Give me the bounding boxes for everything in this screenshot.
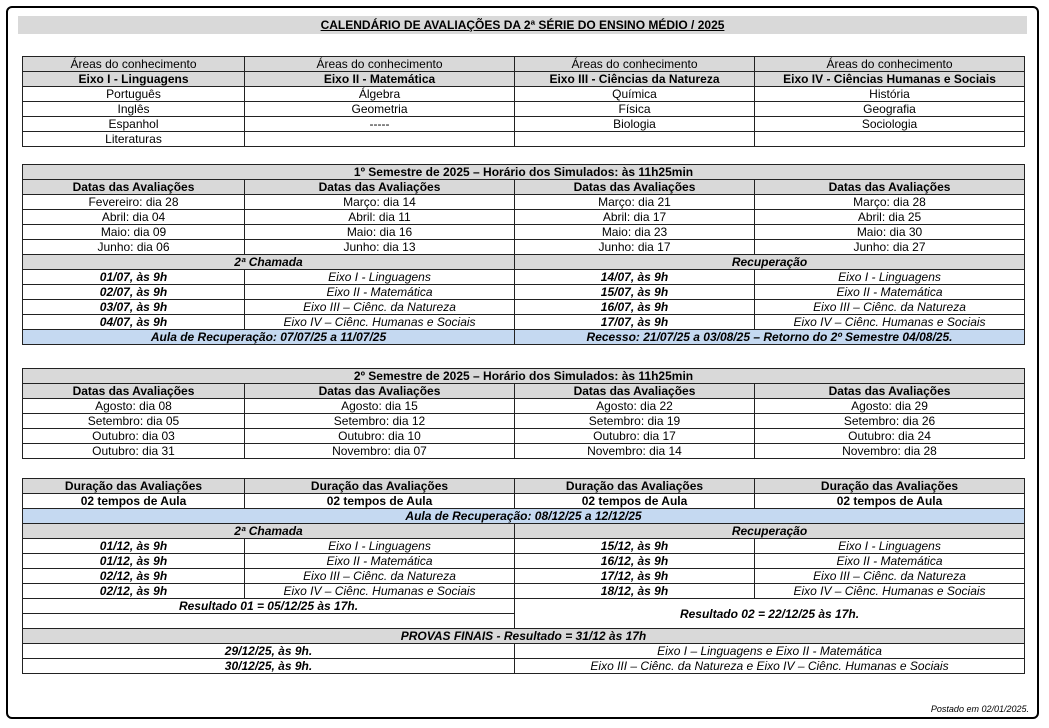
date-cell: Junho: dia 17	[515, 240, 755, 255]
areas-header: Áreas do conhecimento	[245, 57, 515, 72]
subject-cell: Português	[23, 87, 245, 102]
duracao-header-row	[23, 479, 1025, 494]
dates-header: Datas das Avaliações	[755, 180, 1025, 195]
subject-cell	[515, 132, 755, 147]
date-cell: Abril: dia 25	[755, 210, 1025, 225]
recuperacao-date: 16/07, às 9h	[515, 300, 755, 315]
recuperacao-date: 16/12, às 9h	[515, 554, 755, 569]
date-cell: Maio: dia 09	[23, 225, 245, 240]
chamada-header-row	[23, 524, 1025, 539]
chamada-label: 2ª Chamada	[23, 524, 515, 539]
subject-cell: Biologia	[515, 117, 755, 132]
date-cell: Agosto: dia 22	[515, 399, 755, 414]
table-row	[23, 569, 1025, 584]
date-cell: Março: dia 28	[755, 195, 1025, 210]
date-cell: Junho: dia 06	[23, 240, 245, 255]
dates-header: Datas das Avaliações	[755, 384, 1025, 399]
table-row	[23, 399, 1025, 414]
recuperacao-eixo: Eixo I - Linguagens	[755, 539, 1025, 554]
chamada-header-row	[23, 255, 1025, 270]
chamada-eixo: Eixo III – Ciênc. da Natureza	[245, 569, 515, 584]
recuperacao-eixo: Eixo III – Ciênc. da Natureza	[755, 569, 1025, 584]
table-row	[23, 117, 1025, 132]
chamada-date: 03/07, às 9h	[23, 300, 245, 315]
date-cell: Outubro: dia 10	[245, 429, 515, 444]
sem2-title: 2º Semestre de 2025 – Horário dos Simulados: às 11h25min	[23, 369, 1025, 384]
date-cell: Abril: dia 11	[245, 210, 515, 225]
recuperacao-date: 15/12, às 9h	[515, 539, 755, 554]
subject-cell: Geometria	[245, 102, 515, 117]
chamada-date: 02/12, às 9h	[23, 584, 245, 599]
duracao-value: 02 tempos de Aula	[515, 494, 755, 509]
duracao-value: 02 tempos de Aula	[23, 494, 245, 509]
table-row	[23, 644, 1025, 659]
dates-header: Datas das Avaliações	[515, 384, 755, 399]
date-cell: Setembro: dia 05	[23, 414, 245, 429]
recuperacao-eixo: Eixo I - Linguagens	[755, 270, 1025, 285]
subject-cell: Química	[515, 87, 755, 102]
dates-header: Datas das Avaliações	[23, 180, 245, 195]
chamada-eixo: Eixo I - Linguagens	[245, 539, 515, 554]
areas-table	[22, 56, 1025, 147]
date-cell: Maio: dia 16	[245, 225, 515, 240]
resultado-02: Resultado 02 = 22/12/25 às 17h.	[515, 599, 1025, 629]
areas-header-row	[23, 57, 1025, 72]
date-cell: Agosto: dia 08	[23, 399, 245, 414]
eixo-label: Eixo III - Ciências da Natureza	[515, 72, 755, 87]
resultado-row	[23, 599, 1025, 614]
date-cell: Outubro: dia 17	[515, 429, 755, 444]
recuperacao-eixo: Eixo II - Matemática	[755, 285, 1025, 300]
table-row	[23, 300, 1025, 315]
table-row	[23, 659, 1025, 674]
table-row	[23, 584, 1025, 599]
subject-cell: Espanhol	[23, 117, 245, 132]
dates-header: Datas das Avaliações	[245, 384, 515, 399]
duracao-value: 02 tempos de Aula	[245, 494, 515, 509]
recuperacao-label: Recuperação	[515, 255, 1025, 270]
aula-recuperacao-row	[23, 509, 1025, 524]
sem1-title-row	[23, 165, 1025, 180]
eixo-row	[23, 72, 1025, 87]
table-row	[23, 132, 1025, 147]
table-row	[23, 554, 1025, 569]
recuperacao-eixo: Eixo IV – Ciênc. Humanas e Sociais	[755, 315, 1025, 330]
table-row	[23, 444, 1025, 459]
duracao-table	[22, 478, 1025, 674]
recuperacao-date: 17/12, às 9h	[515, 569, 755, 584]
table-row	[23, 270, 1025, 285]
chamada-date: 02/07, às 9h	[23, 285, 245, 300]
resultado-01: Resultado 01 = 05/12/25 às 17h.	[23, 599, 515, 614]
subject-cell: -----	[245, 117, 515, 132]
provas-finais-row	[23, 629, 1025, 644]
subject-cell: Inglês	[23, 102, 245, 117]
table-row	[23, 240, 1025, 255]
sem1-title: 1º Semestre de 2025 – Horário dos Simulados: às 11h25min	[23, 165, 1025, 180]
date-cell: Setembro: dia 26	[755, 414, 1025, 429]
recesso: Recesso: 21/07/25 a 03/08/25 – Retorno do 2º Semestre 04/08/25.	[515, 330, 1025, 345]
recesso-row	[23, 330, 1025, 345]
subject-cell: História	[755, 87, 1025, 102]
duracao-header: Duração das Avaliações	[515, 479, 755, 494]
table-row	[23, 315, 1025, 330]
page-title: CALENDÁRIO DE AVALIAÇÕES DA 2ª SÉRIE DO ENSINO MÉDIO / 2025	[18, 16, 1027, 34]
final-eixo: Eixo III – Ciênc. da Natureza e Eixo IV – Ciênc. Humanas e Sociais	[515, 659, 1025, 674]
final-date: 30/12/25, às 9h.	[23, 659, 515, 674]
chamada-eixo: Eixo I - Linguagens	[245, 270, 515, 285]
date-cell: Março: dia 21	[515, 195, 755, 210]
aula-recuperacao: Aula de Recuperação: 08/12/25 a 12/12/25	[23, 509, 1025, 524]
final-date: 29/12/25, às 9h.	[23, 644, 515, 659]
sem1-header-row	[23, 180, 1025, 195]
recuperacao-date: 18/12, às 9h	[515, 584, 755, 599]
date-cell: Outubro: dia 03	[23, 429, 245, 444]
subject-cell	[755, 132, 1025, 147]
areas-header: Áreas do conhecimento	[755, 57, 1025, 72]
chamada-date: 01/07, às 9h	[23, 270, 245, 285]
chamada-eixo: Eixo IV – Ciênc. Humanas e Sociais	[245, 315, 515, 330]
subject-cell: Geografia	[755, 102, 1025, 117]
subject-cell: Sociologia	[755, 117, 1025, 132]
chamada-eixo: Eixo III – Ciênc. da Natureza	[245, 300, 515, 315]
table-row	[23, 195, 1025, 210]
dates-header: Datas das Avaliações	[245, 180, 515, 195]
eixo-label: Eixo IV - Ciências Humanas e Sociais	[755, 72, 1025, 87]
date-cell: Setembro: dia 12	[245, 414, 515, 429]
sem2-title-row	[23, 369, 1025, 384]
chamada-label: 2ª Chamada	[23, 255, 515, 270]
subject-cell: Física	[515, 102, 755, 117]
chamada-date: 02/12, às 9h	[23, 569, 245, 584]
blank-cell	[23, 614, 515, 629]
date-cell: Maio: dia 30	[755, 225, 1025, 240]
duracao-header: Duração das Avaliações	[23, 479, 245, 494]
table-row	[23, 225, 1025, 240]
final-eixo: Eixo I – Linguagens e Eixo II - Matemática	[515, 644, 1025, 659]
table-row	[23, 285, 1025, 300]
table-row	[23, 414, 1025, 429]
date-cell: Novembro: dia 14	[515, 444, 755, 459]
duracao-header: Duração das Avaliações	[245, 479, 515, 494]
date-cell: Junho: dia 13	[245, 240, 515, 255]
duracao-value-row	[23, 494, 1025, 509]
date-cell: Abril: dia 17	[515, 210, 755, 225]
aula-recuperacao: Aula de Recuperação: 07/07/25 a 11/07/25	[23, 330, 515, 345]
areas-header: Áreas do conhecimento	[515, 57, 755, 72]
subject-cell: Álgebra	[245, 87, 515, 102]
date-cell: Agosto: dia 29	[755, 399, 1025, 414]
subject-cell	[245, 132, 515, 147]
dates-header: Datas das Avaliações	[23, 384, 245, 399]
date-cell: Outubro: dia 31	[23, 444, 245, 459]
recuperacao-date: 14/07, às 9h	[515, 270, 755, 285]
table-row	[23, 87, 1025, 102]
date-cell: Setembro: dia 19	[515, 414, 755, 429]
date-cell: Março: dia 14	[245, 195, 515, 210]
date-cell: Outubro: dia 24	[755, 429, 1025, 444]
table-row	[23, 102, 1025, 117]
date-cell: Maio: dia 23	[515, 225, 755, 240]
recuperacao-date: 17/07, às 9h	[515, 315, 755, 330]
sem2-header-row	[23, 384, 1025, 399]
posted-date: Postado em 02/01/2025.	[930, 704, 1029, 714]
table-row	[23, 539, 1025, 554]
chamada-eixo: Eixo II - Matemática	[245, 285, 515, 300]
chamada-eixo: Eixo II - Matemática	[245, 554, 515, 569]
chamada-date: 04/07, às 9h	[23, 315, 245, 330]
chamada-eixo: Eixo IV – Ciênc. Humanas e Sociais	[245, 584, 515, 599]
recuperacao-eixo: Eixo IV – Ciênc. Humanas e Sociais	[755, 584, 1025, 599]
duracao-header: Duração das Avaliações	[755, 479, 1025, 494]
table-row	[23, 429, 1025, 444]
recuperacao-label: Recuperação	[515, 524, 1025, 539]
date-cell: Junho: dia 27	[755, 240, 1025, 255]
sem2-table	[22, 368, 1025, 459]
chamada-date: 01/12, às 9h	[23, 554, 245, 569]
recuperacao-date: 15/07, às 9h	[515, 285, 755, 300]
subject-cell: Literaturas	[23, 132, 245, 147]
provas-finais: PROVAS FINAIS - Resultado = 31/12 às 17h	[23, 629, 1025, 644]
date-cell: Novembro: dia 28	[755, 444, 1025, 459]
eixo-label: Eixo I - Linguagens	[23, 72, 245, 87]
duracao-value: 02 tempos de Aula	[755, 494, 1025, 509]
date-cell: Fevereiro: dia 28	[23, 195, 245, 210]
table-row	[23, 210, 1025, 225]
eixo-label: Eixo II - Matemática	[245, 72, 515, 87]
sem1-table	[22, 164, 1025, 345]
date-cell: Abril: dia 04	[23, 210, 245, 225]
recuperacao-eixo: Eixo III – Ciênc. da Natureza	[755, 300, 1025, 315]
chamada-date: 01/12, às 9h	[23, 539, 245, 554]
recuperacao-eixo: Eixo II - Matemática	[755, 554, 1025, 569]
dates-header: Datas das Avaliações	[515, 180, 755, 195]
date-cell: Agosto: dia 15	[245, 399, 515, 414]
areas-header: Áreas do conhecimento	[23, 57, 245, 72]
date-cell: Novembro: dia 07	[245, 444, 515, 459]
